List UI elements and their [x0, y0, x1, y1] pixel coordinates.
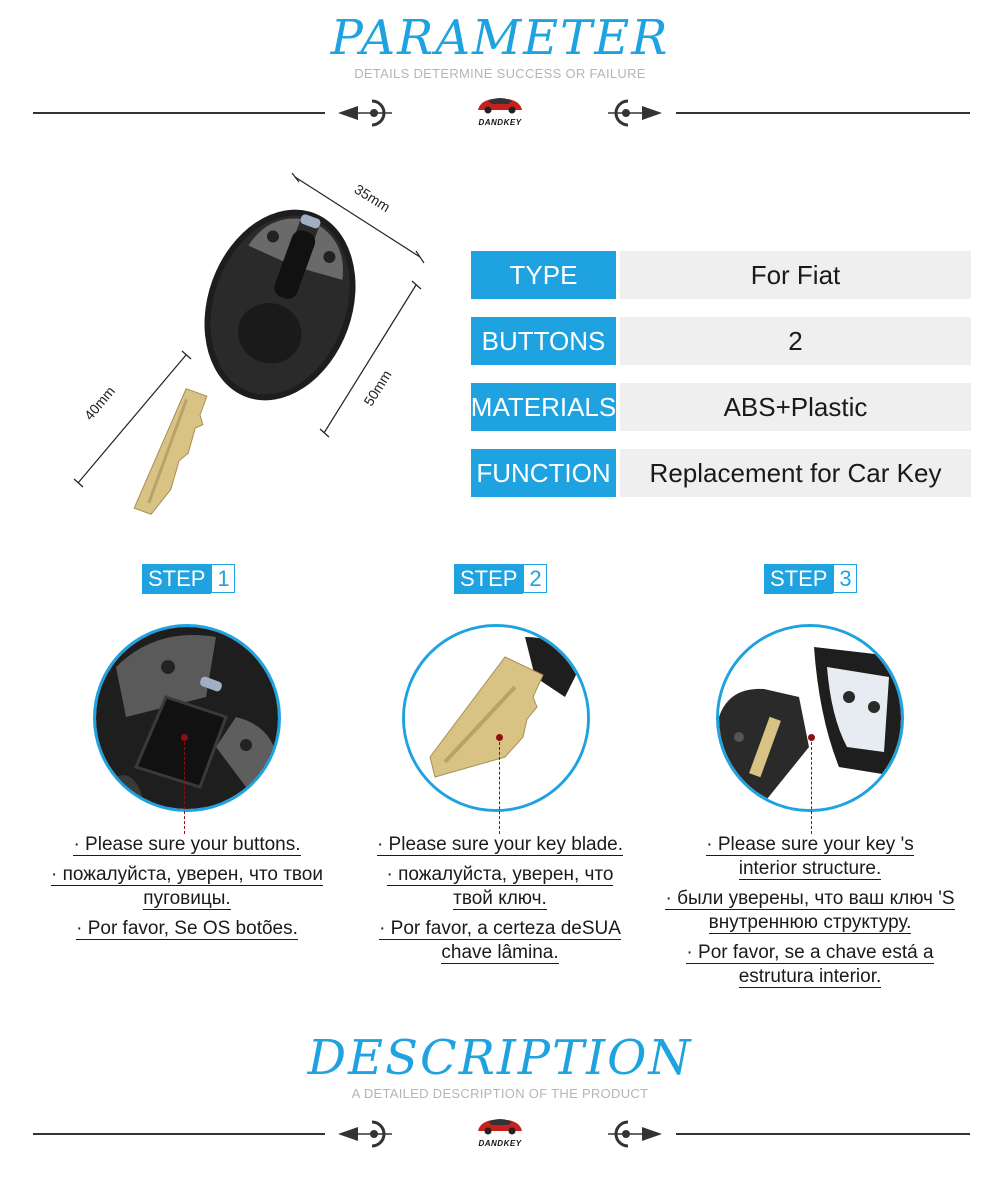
description-header: [0, 1030, 1000, 1101]
key-interior-closeup-icon: [719, 627, 901, 809]
brand-logo: [466, 93, 534, 127]
step-number: 2: [523, 564, 547, 593]
key-buttons-closeup-icon: [96, 627, 278, 809]
step-number: 1: [211, 564, 235, 593]
step-word: STEP: [454, 564, 523, 594]
caption-line: estrutura interior.: [738, 966, 882, 987]
caption-line: пуговицы.: [143, 888, 231, 909]
step-2-image: [402, 624, 590, 812]
dimension-blade-label: 40mm: [80, 382, 119, 424]
param-label: BUTTONS: [471, 317, 616, 365]
step-number: 3: [833, 564, 857, 593]
param-label: TYPE: [471, 251, 616, 299]
step-3-marker-line: [811, 742, 812, 834]
step-3-image: [716, 624, 904, 812]
arrow-ornament-left-icon: [334, 1118, 394, 1150]
arrow-ornament-right-icon: [606, 1118, 666, 1150]
step-1-badge: [142, 564, 235, 594]
caption-line: · Please sure your key 's: [706, 834, 914, 855]
step-1-caption: [37, 833, 337, 947]
divider-line-right: [676, 112, 970, 114]
parameter-subtitle: DETAILS DETERMINE SUCCESS OR FAILURE: [354, 66, 646, 81]
parameter-header: [0, 10, 1000, 81]
caption-line: · Please sure your key blade.: [376, 834, 624, 855]
key-blade-closeup-icon: [405, 627, 587, 809]
caption-line: · пожалуйста, уверен, что твои: [51, 864, 323, 885]
arrow-ornament-left-icon: [334, 97, 394, 129]
step-2-marker-line: [499, 742, 500, 834]
parameter-title: PARAMETER: [330, 10, 670, 66]
param-value: For Fiat: [620, 251, 971, 299]
param-value: 2: [620, 317, 971, 365]
step-word: STEP: [764, 564, 833, 594]
step-3-caption: [650, 833, 970, 995]
caption-line: chave lâmina.: [441, 942, 559, 963]
divider-bottom: [0, 1114, 1000, 1154]
divider-top: [0, 93, 1000, 133]
param-value: ABS+Plastic: [620, 383, 971, 431]
step-2-badge: [454, 564, 547, 594]
caption-line: · были уверены, что ваш ключ 'S: [665, 888, 955, 909]
step-word: STEP: [142, 564, 211, 594]
caption-line: внутреннюю структуру.: [708, 912, 912, 933]
brand-name: DANDKEY: [478, 1139, 522, 1148]
step-1-image: [93, 624, 281, 812]
step-1-marker: [181, 734, 188, 741]
caption-line: · Por favor, a certeza deSUA: [379, 918, 621, 939]
brand-logo: [466, 1114, 534, 1148]
caption-line: твой ключ.: [453, 888, 547, 909]
caption-line: · Por favor, Se OS botões.: [76, 918, 298, 939]
key-product-image: [70, 165, 430, 535]
step-2-marker: [496, 734, 503, 741]
car-logo-icon: [474, 1114, 526, 1136]
caption-line: · Por favor, se a chave está a: [686, 942, 934, 963]
caption-line: interior structure.: [738, 858, 882, 879]
caption-line: · Please sure your buttons.: [73, 834, 301, 855]
divider-line-left: [33, 112, 325, 114]
caption-line: · пожалуйста, уверен, что: [386, 864, 614, 885]
car-logo-icon: [474, 93, 526, 115]
param-label: FUNCTION: [471, 449, 616, 497]
arrow-ornament-right-icon: [606, 97, 666, 129]
description-subtitle: A DETAILED DESCRIPTION OF THE PRODUCT: [351, 1086, 649, 1101]
step-1-marker-line: [184, 742, 185, 834]
param-label: MATERIALS: [471, 383, 616, 431]
step-3-badge: [764, 564, 857, 594]
brand-name: DANDKEY: [478, 118, 522, 127]
step-3-marker: [808, 734, 815, 741]
dimension-width-label: 35mm: [351, 180, 394, 216]
divider-line-left: [33, 1133, 325, 1135]
description-title: DESCRIPTION: [307, 1030, 693, 1086]
step-2-caption: [350, 833, 650, 971]
divider-line-right: [676, 1133, 970, 1135]
dimension-height-label: 50mm: [360, 367, 395, 409]
param-value: Replacement for Car Key: [620, 449, 971, 497]
